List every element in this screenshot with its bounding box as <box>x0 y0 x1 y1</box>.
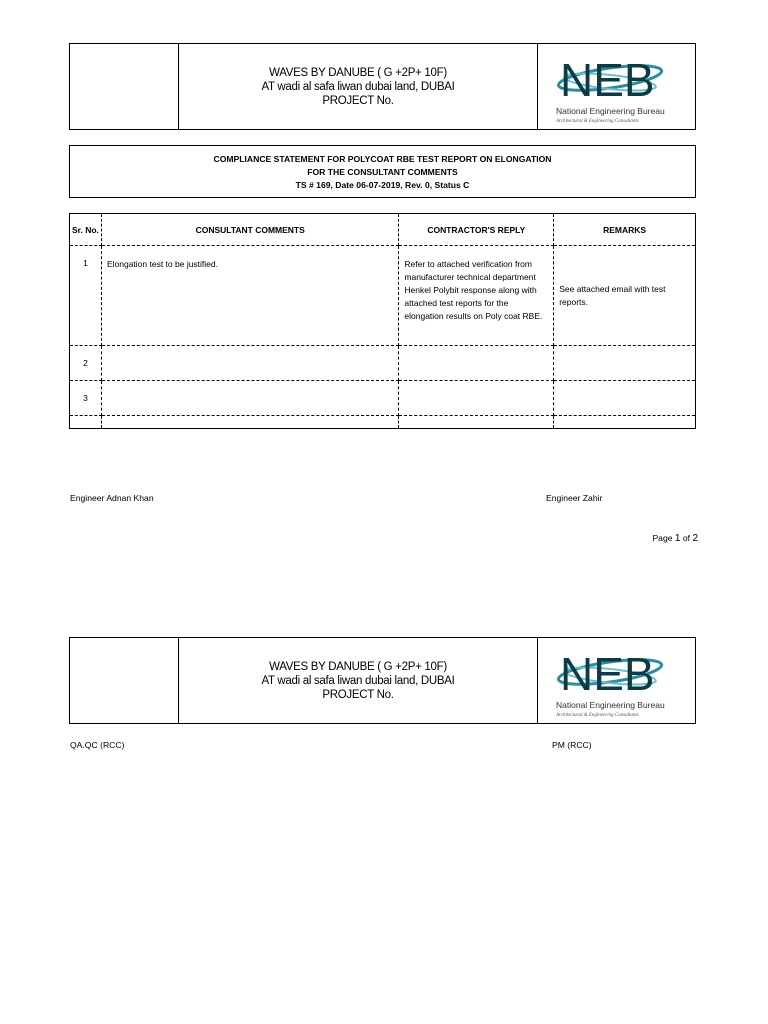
page-prefix: Page <box>652 533 673 543</box>
row-remarks <box>554 346 696 381</box>
row-sr: 2 <box>70 346 102 381</box>
project-location: AT wadi al safa liwan dubai land, DUBAI <box>261 674 455 687</box>
footer-signature-left: QA.QC (RCC) <box>70 740 125 750</box>
row-consultant-comment: Elongation test to be justified. <box>101 246 398 346</box>
signature-right: Engineer Zahir <box>546 493 603 503</box>
page-of: of <box>682 533 691 543</box>
statement-ts-info: TS # 169, Date 06-07-2019, Rev. 0, Status C <box>295 180 470 190</box>
project-location: AT wadi al safa liwan dubai land, DUBAI <box>261 80 455 93</box>
row-consultant-comment <box>101 381 398 416</box>
footer-signature-right: PM (RCC) <box>552 740 592 750</box>
row-contractor-reply <box>399 381 554 416</box>
table-header-row <box>70 214 696 246</box>
logo-name: National Engineering Bureau <box>556 106 665 116</box>
header-blank-cell <box>70 638 179 723</box>
neb-logo-icon <box>548 642 686 720</box>
neb-logo-icon <box>548 48 686 126</box>
table-row <box>70 381 696 416</box>
row-remarks <box>554 381 696 416</box>
statement-title: COMPLIANCE STATEMENT FOR POLYCOAT RBE TEST REPORT ON ELONGATION <box>213 154 552 164</box>
page-total: 2 <box>692 533 698 544</box>
project-number: PROJECT No. <box>322 688 394 701</box>
page-current: 1 <box>674 533 681 544</box>
project-name: WAVES BY DANUBE ( G +2P+ 10F) <box>269 660 447 673</box>
row-contractor-reply <box>399 346 554 381</box>
table-row <box>70 416 696 429</box>
col-header-consultant: CONSULTANT COMMENTS <box>101 214 398 246</box>
row-consultant-comment <box>101 416 398 429</box>
page-number <box>652 533 698 544</box>
logo-letters: NEB <box>560 648 655 700</box>
header-blank-cell <box>70 44 179 129</box>
logo-tagline: Architectural & Engineering Consultants <box>556 713 639 718</box>
col-header-contractor: CONTRACTOR'S REPLY <box>399 214 554 246</box>
project-number: PROJECT No. <box>322 94 394 107</box>
project-name: WAVES BY DANUBE ( G +2P+ 10F) <box>269 66 447 79</box>
row-remarks: See attached email with test reports. <box>554 246 696 346</box>
signature-left: Engineer Adnan Khan <box>70 493 154 503</box>
neb-logo <box>537 44 695 129</box>
col-header-sr: Sr. No. <box>70 214 102 246</box>
logo-name: National Engineering Bureau <box>556 700 665 710</box>
comments-table <box>69 213 696 429</box>
row-contractor-reply <box>399 416 554 429</box>
project-title-block <box>178 638 538 723</box>
logo-letters: NEB <box>560 54 655 106</box>
row-sr <box>70 416 102 429</box>
table-row <box>70 246 696 346</box>
row-consultant-comment <box>101 346 398 381</box>
statement-subtitle: FOR THE CONSULTANT COMMENTS <box>307 167 458 177</box>
col-header-remarks: REMARKS <box>554 214 696 246</box>
neb-logo <box>537 638 695 723</box>
table-row <box>70 346 696 381</box>
project-header-page2 <box>69 637 696 724</box>
project-header <box>69 43 696 130</box>
row-sr: 3 <box>70 381 102 416</box>
row-sr: 1 <box>70 246 102 346</box>
row-remarks <box>554 416 696 429</box>
project-title-block <box>178 44 538 129</box>
compliance-statement <box>69 145 696 198</box>
row-contractor-reply: Refer to attached verification from manufacturer technical department Henkel Polybit response along with attached test reports for the elongation results on Poly coat RBE. <box>399 246 554 346</box>
logo-tagline: Architectural & Engineering Consultants <box>556 119 639 124</box>
